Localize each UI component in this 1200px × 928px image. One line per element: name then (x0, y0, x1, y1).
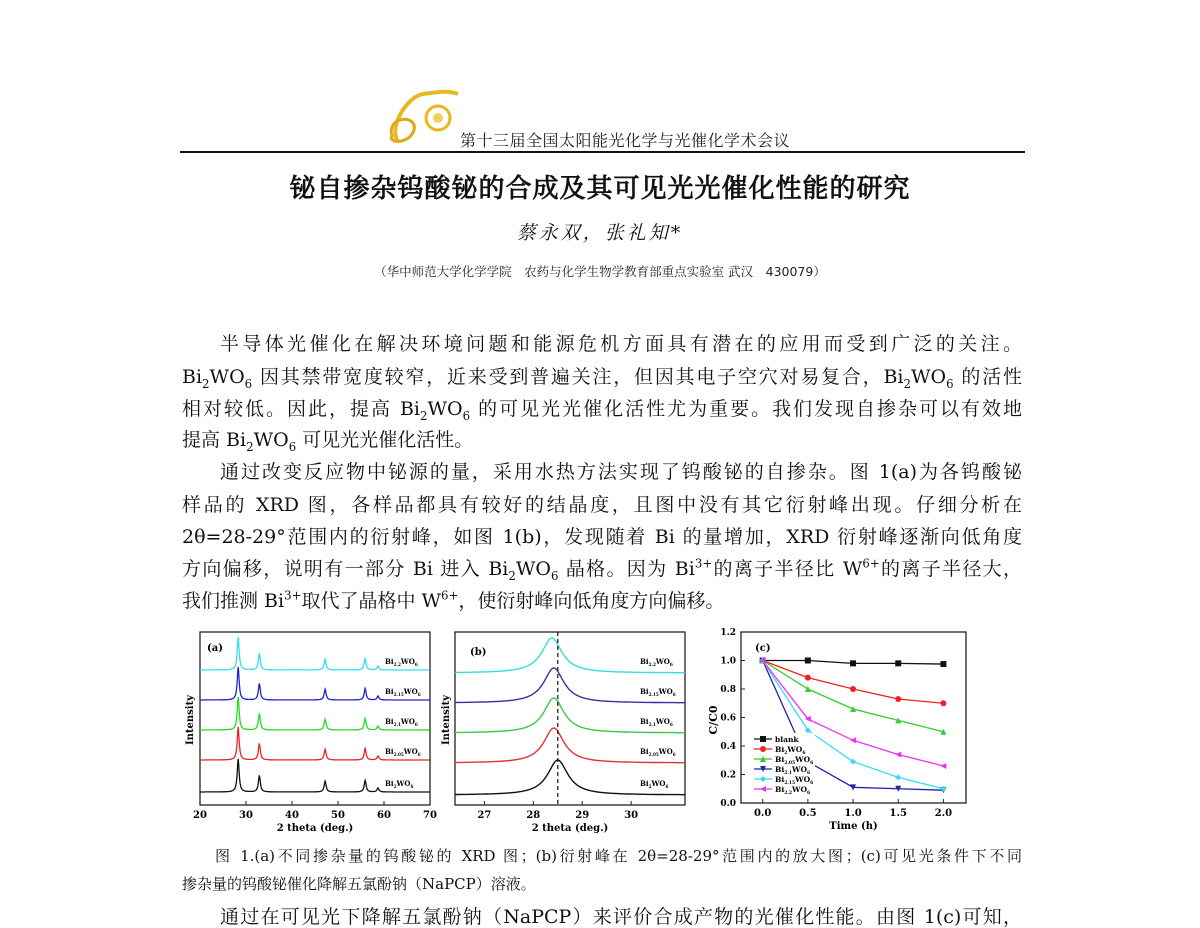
chart-a-xrd (185, 625, 445, 835)
series-line-Bi2.05WO6 (455, 728, 685, 763)
x-tick-label: 0.5 (799, 808, 817, 819)
series-label-Bi2WO6: $Bi_2WO_6$ (640, 779, 669, 789)
legend-label-blank: blank (775, 735, 799, 744)
x-tick-label: 1.0 (844, 808, 862, 819)
x-axis-label: 2 theta (deg.) (276, 823, 354, 834)
series-label-Bi2.1WO6: $Bi_{2.1}WO_6$ (640, 717, 673, 727)
series-line-Bi2.2WO6 (455, 638, 685, 673)
series-line-Bi2.1WO6 (455, 698, 685, 733)
y-tick-label: 1.2 (720, 628, 736, 638)
y-tick-label: 0.2 (720, 770, 736, 781)
legend-label-Bi2.15WO6: $Bi_{2.15}WO_6$ (775, 775, 814, 786)
legend-label-Bi2WO6: $Bi_2WO_6$ (775, 745, 806, 756)
series-label-Bi2WO6: $Bi_2WO_6$ (385, 779, 414, 789)
figure-caption-line: 掺杂量的钨酸铋催化降解五氯酚钠（NaPCP）溶液。 (182, 875, 536, 893)
text-line: 方向偏移，说明有一部分 Bi 进入 $Bi_2WO_6$ 晶格。因为 $Bi^{3+}$的离子半径比 $W^{6+}$的离子半径大， (182, 556, 1022, 583)
data-point-Bi2WO6 (895, 696, 901, 702)
text-line: 样品的 XRD 图，各样品都具有较好的结晶度，且图中没有其它衍射峰出现。仔细分析在 (182, 494, 1022, 516)
conference-logo (378, 86, 468, 146)
text-line: 我们推测 $Bi^{3+}$取代了晶格中 $W^{6+}$，使衍射峰向低角度方向偏移。 (182, 588, 725, 612)
x-tick-label: 50 (331, 810, 345, 821)
legend-label-Bi2.05WO6: $Bi_{2.05}WO_6$ (775, 755, 814, 766)
data-point-blank (805, 658, 811, 664)
paper-title: 铋自掺杂钨酸铋的合成及其可见光光催化性能的研究 (289, 174, 911, 204)
series-line-Bi2WO6 (763, 661, 944, 704)
data-point-Bi2.2WO6 (940, 763, 946, 769)
x-axis-label: 2 theta (deg.) (531, 823, 609, 834)
x-tick-label: 40 (285, 810, 299, 821)
data-point-Bi2WO6 (805, 675, 811, 681)
y-axis-label: Intensity (185, 694, 196, 746)
series-label-Bi2.2WO6: $Bi_{2.2}WO_6$ (640, 657, 673, 667)
data-point-blank (850, 660, 856, 666)
x-tick-label: 1.5 (889, 808, 907, 819)
y-tick-label: 0.6 (720, 713, 736, 724)
data-point-Bi2.2WO6 (850, 737, 856, 743)
series-label-Bi2.15WO6: $Bi_{2.15}WO_6$ (385, 687, 421, 697)
x-tick-label: 28 (526, 810, 541, 821)
x-tick-label: 20 (193, 810, 207, 821)
text-line: 半导体光催化在解决环境问题和能源危机方面具有潜在的应用而受到广泛的关注。 (220, 333, 1022, 355)
chart-b-xrd-zoom (441, 625, 705, 835)
series-label-Bi2.1WO6: $Bi_{2.1}WO_6$ (385, 717, 418, 727)
text-line: $Bi_2WO_6$ 因其禁带宽度较窄，近来受到普遍关注，但因其电子空穴对易复合，$Bi_2WO_6$ 的活性 (182, 366, 1022, 391)
affiliation: （华中师范大学化学学院 农药与化学生物学教育部重点实验室 武汉 430079） (374, 264, 826, 279)
y-axis-label: C/C0 (707, 705, 720, 735)
authors: 蔡永双，张礼知* (516, 222, 684, 244)
text-line: 通过改变反应物中铋源的量，采用水热方法实现了钨酸铋的自掺杂。图 1(a)为各钨酸铋 (220, 461, 1022, 483)
data-point-blank (940, 661, 946, 667)
x-tick-label: 70 (423, 810, 437, 821)
x-tick-label: 30 (624, 810, 639, 821)
x-tick-label: 27 (477, 810, 492, 821)
plot-frame (200, 632, 430, 805)
data-point-Bi2WO6 (940, 700, 946, 706)
series-line-Bi2.15WO6 (455, 668, 685, 703)
x-tick-label: 0.0 (753, 808, 772, 819)
series-line-Bi2WO6 (455, 760, 685, 795)
series-label-Bi2.2WO6: $Bi_{2.2}WO_6$ (385, 657, 418, 667)
text-line: 通过在可见光下降解五氯酚钠（NaPCP）来评价合成产物的光催化性能。由图 1(c)可知， (220, 906, 1022, 928)
panel-label: (b) (470, 647, 487, 658)
y-tick-label: 0.8 (720, 685, 736, 695)
data-point-Bi2.2WO6 (895, 752, 901, 758)
data-point-Bi2WO6 (850, 686, 856, 692)
y-tick-label: 0.4 (720, 742, 736, 752)
legend-marker-Bi2WO6 (760, 746, 766, 752)
conference-name: 第十三届全国太阳能光化学与光催化学术会议 (460, 131, 791, 150)
x-tick-label: 2.0 (934, 808, 953, 819)
panel-label: (a) (207, 643, 223, 654)
y-tick-label: 1.0 (720, 656, 736, 667)
series-label-Bi2.05WO6: $Bi_{2.05}WO_6$ (385, 747, 421, 757)
x-axis-label: Time (h) (829, 821, 878, 832)
y-axis-label: Intensity (441, 694, 452, 746)
series-label-Bi2.15WO6: $Bi_{2.15}WO_6$ (640, 687, 676, 697)
series-label-Bi2.05WO6: $Bi_{2.05}WO_6$ (640, 747, 676, 757)
panel-label: (c) (755, 643, 771, 654)
text-line: 相对较低。因此，提高 $Bi_2WO_6$ 的可见光光催化活性尤为重要。我们发现自掺杂可以有效地 (182, 398, 1022, 423)
x-tick-label: 30 (239, 810, 253, 821)
y-tick-label: 0.0 (720, 799, 736, 809)
data-point-blank (895, 660, 901, 666)
legend-label-Bi2.1WO6: $Bi_{2.1}WO_6$ (775, 765, 811, 776)
x-tick-label: 29 (575, 810, 590, 821)
legend-marker-blank (760, 736, 766, 742)
figure-caption-line: 图 1.(a)不同掺杂量的钨酸铋的 XRD 图；(b)衍射峰在 2θ=28-29°范围内的放大图；(c)可见光条件下不同 (215, 847, 1022, 865)
data-point-Bi2.15WO6 (895, 774, 901, 780)
plot-frame (455, 632, 685, 805)
data-point-Bi2.05WO6 (805, 686, 811, 692)
text-line: 提高 $Bi_2WO_6$ 可见光光催化活性。 (182, 429, 474, 454)
data-point-Bi2.15WO6 (940, 786, 946, 792)
text-line: 2θ=28-29°范围内的衍射峰，如图 1(b)，发现随着 Bi 的量增加，XRD 衍射峰逐渐向低角度 (182, 526, 1022, 548)
chart-c-degradation (705, 625, 1035, 835)
legend-label-Bi2.2WO6: $Bi_{2.2}WO_6$ (775, 785, 811, 796)
header-rule (180, 151, 1025, 153)
x-tick-label: 60 (377, 810, 391, 821)
